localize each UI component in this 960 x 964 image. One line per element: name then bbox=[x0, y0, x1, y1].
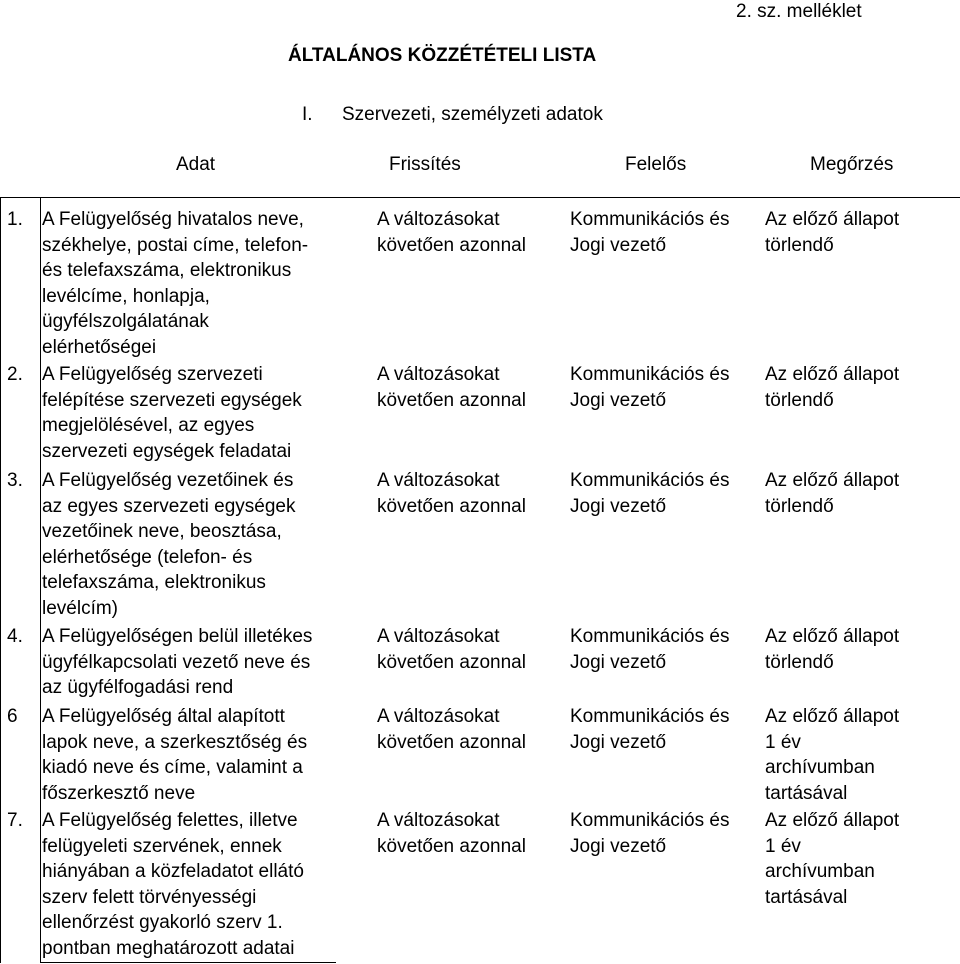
adat-cell bbox=[42, 624, 312, 701]
cell-line: levélcím) bbox=[42, 597, 119, 619]
cell-line: pontban meghatározott adatai bbox=[42, 937, 295, 959]
cell-line: Jogi vezető bbox=[570, 389, 667, 411]
cell-line: követően azonnal bbox=[377, 731, 526, 753]
cell-line: A változásokat bbox=[377, 364, 500, 385]
cell-line: archívumban bbox=[765, 861, 875, 883]
felelos-cell bbox=[570, 207, 729, 258]
cell-line: A Felügyelőség vezetőinek és bbox=[42, 470, 294, 491]
table-bottom-border bbox=[40, 962, 336, 963]
cell-line: ügyfélkapcsolati vezető neve és bbox=[42, 651, 311, 673]
cell-line: A Felügyelőségen belül illetékes bbox=[42, 626, 313, 647]
cell-line: hiányában a közfeladatot ellátó bbox=[42, 861, 304, 883]
megorzes-cell bbox=[765, 468, 899, 519]
section-number: I. bbox=[302, 104, 313, 125]
felelos-cell bbox=[570, 704, 729, 755]
cell-line: törlendő bbox=[765, 495, 834, 517]
cell-line: felépítése szervezeti egységek bbox=[42, 389, 302, 411]
cell-line: Jogi vezető bbox=[570, 234, 667, 256]
cell-line: törlendő bbox=[765, 389, 834, 411]
row-number: 1. bbox=[7, 209, 23, 230]
cell-line: A Felügyelőség felettes, illetve bbox=[42, 810, 298, 831]
cell-line: Az előző állapot bbox=[765, 209, 900, 230]
cell-line: követően azonnal bbox=[377, 835, 526, 857]
felelos-cell bbox=[570, 362, 729, 413]
felelos-cell bbox=[570, 468, 729, 519]
cell-line: lapok neve, a szerkesztőség és bbox=[42, 731, 308, 753]
frissites-cell bbox=[377, 207, 526, 258]
cell-line: vezetőinek neve, beosztása, bbox=[42, 521, 282, 543]
cell-line: Az előző állapot bbox=[765, 470, 900, 491]
row-number: 6 bbox=[7, 706, 18, 727]
cell-line: Jogi vezető bbox=[570, 495, 667, 517]
cell-line: székhelye, postai címe, telefon- bbox=[42, 234, 309, 256]
row-number: 7. bbox=[7, 810, 23, 831]
adat-cell bbox=[42, 468, 295, 622]
adat-cell bbox=[42, 808, 304, 962]
frissites-cell bbox=[377, 468, 526, 519]
megorzes-cell bbox=[765, 704, 899, 806]
cell-line: törlendő bbox=[765, 234, 834, 256]
frissites-cell bbox=[377, 362, 526, 413]
felelos-cell bbox=[570, 624, 729, 675]
cell-line: felügyeleti szervének, ennek bbox=[42, 835, 282, 857]
cell-line: kiadó neve és címe, valamint a bbox=[42, 757, 303, 779]
adat-cell bbox=[42, 704, 307, 806]
column-header-adat: Adat bbox=[176, 154, 216, 175]
cell-line: telefaxszáma, elektronikus bbox=[42, 572, 266, 594]
cell-line: törlendő bbox=[765, 651, 834, 673]
cell-line: elérhetősége (telefon- és bbox=[42, 546, 253, 568]
cell-line: Kommunikációs és bbox=[570, 209, 730, 230]
column-header-megorzes: Megőrzés bbox=[810, 154, 894, 175]
row-number: 3. bbox=[7, 470, 23, 491]
frissites-cell bbox=[377, 808, 526, 859]
cell-line: levélcíme, honlapja, bbox=[42, 285, 210, 307]
cell-line: szerv felett törvényességi bbox=[42, 886, 257, 908]
cell-line: követően azonnal bbox=[377, 495, 526, 517]
cell-line: tartásával bbox=[765, 782, 848, 804]
cell-line: az egyes szervezeti egységek bbox=[42, 495, 296, 517]
cell-line: megjelölésével, az egyes bbox=[42, 415, 255, 437]
cell-line: A változásokat bbox=[377, 810, 500, 831]
adat-column-left-border bbox=[40, 197, 41, 963]
cell-line: A Felügyelőség szervezeti bbox=[42, 364, 263, 385]
column-header-frissites: Frissítés bbox=[389, 154, 461, 175]
annex-label: 2. sz. melléklet bbox=[736, 1, 862, 22]
cell-line: szervezeti egységek feladatai bbox=[42, 440, 292, 462]
cell-line: 1 év bbox=[765, 835, 801, 857]
cell-line: Az előző állapot bbox=[765, 810, 900, 831]
cell-line: Jogi vezető bbox=[570, 835, 667, 857]
frissites-cell bbox=[377, 624, 526, 675]
cell-line: tartásával bbox=[765, 886, 848, 908]
cell-line: ellenőrzést gyakorló szerv 1. bbox=[42, 912, 283, 934]
cell-line: 1 év bbox=[765, 731, 801, 753]
megorzes-cell bbox=[765, 362, 899, 413]
cell-line: A Felügyelőség hivatalos neve, bbox=[42, 209, 304, 230]
cell-line: A Felügyelőség által alapított bbox=[42, 706, 285, 727]
cell-line: A változásokat bbox=[377, 470, 500, 491]
cell-line: követően azonnal bbox=[377, 651, 526, 673]
cell-line: Az előző állapot bbox=[765, 706, 900, 727]
cell-line: Kommunikációs és bbox=[570, 810, 730, 831]
row-number: 4. bbox=[7, 626, 23, 647]
row-number: 2. bbox=[7, 364, 23, 385]
cell-line: Kommunikációs és bbox=[570, 364, 730, 385]
megorzes-cell bbox=[765, 207, 899, 258]
cell-line: követően azonnal bbox=[377, 234, 526, 256]
cell-line: elérhetőségei bbox=[42, 336, 157, 358]
cell-line: Jogi vezető bbox=[570, 731, 667, 753]
table-left-border bbox=[0, 197, 1, 963]
cell-line: az ügyfélfogadási rend bbox=[42, 677, 234, 699]
cell-line: A változásokat bbox=[377, 706, 500, 727]
cell-line: és telefaxszáma, elektronikus bbox=[42, 260, 292, 282]
adat-cell bbox=[42, 207, 308, 361]
cell-line: Az előző állapot bbox=[765, 626, 900, 647]
cell-line: követően azonnal bbox=[377, 389, 526, 411]
table-top-border bbox=[0, 197, 960, 198]
cell-line: Kommunikációs és bbox=[570, 470, 730, 491]
cell-line: Az előző állapot bbox=[765, 364, 900, 385]
cell-line: Jogi vezető bbox=[570, 651, 667, 673]
cell-line: Kommunikációs és bbox=[570, 626, 730, 647]
cell-line: A változásokat bbox=[377, 209, 500, 230]
cell-line: Kommunikációs és bbox=[570, 706, 730, 727]
cell-line: archívumban bbox=[765, 757, 875, 779]
felelos-cell bbox=[570, 808, 729, 859]
megorzes-cell bbox=[765, 808, 899, 910]
document-title: ÁLTALÁNOS KÖZZÉTÉTELI LISTA bbox=[288, 45, 597, 66]
cell-line: ügyfélszolgálatának bbox=[42, 311, 209, 333]
cell-line: főszerkesztő neve bbox=[42, 782, 196, 804]
megorzes-cell bbox=[765, 624, 899, 675]
section-title: Szervezeti, személyzeti adatok bbox=[342, 104, 603, 125]
cell-line: A változásokat bbox=[377, 626, 500, 647]
column-header-felelos: Felelős bbox=[625, 154, 687, 175]
adat-cell bbox=[42, 362, 302, 464]
frissites-cell bbox=[377, 704, 526, 755]
